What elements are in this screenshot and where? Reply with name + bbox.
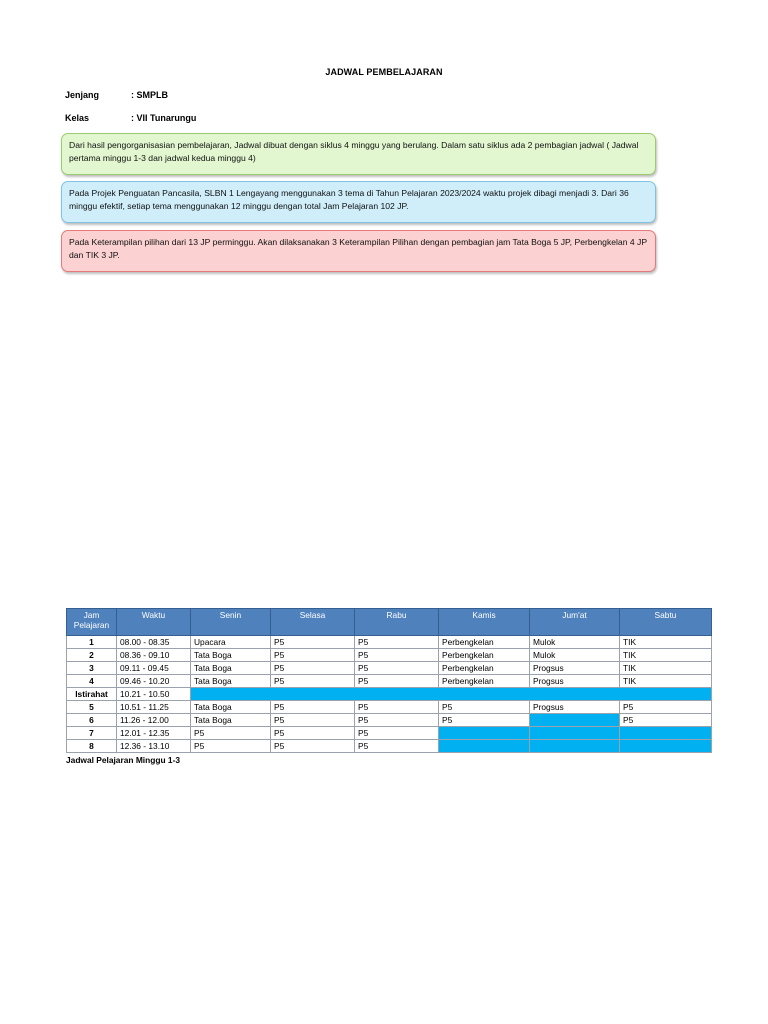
cell: P5 <box>271 649 355 662</box>
cell: Tata Boga <box>191 649 271 662</box>
cell: TIK <box>620 649 712 662</box>
cell: TIK <box>620 662 712 675</box>
table-row <box>67 649 712 662</box>
cell: 09.11 - 09.45 <box>117 662 191 675</box>
cell: P5 <box>620 714 712 727</box>
table-row <box>67 714 712 727</box>
note-p5: Pada Projek Penguatan Pancasila, SLBN 1 Lengayang menggunakan 3 tema di Tahun Pelajaran 2023/2024 waktu projek dibagi menjadi 3. Dari 36 minggu efektif, setiap tema menggunakan 12 minggu dengan total Jam Pelajaran 102 JP. <box>61 181 656 223</box>
cell: 2 <box>67 649 117 662</box>
cell: P5 <box>271 740 355 753</box>
cell: 12.01 - 12.35 <box>117 727 191 740</box>
col-header-waktu: Waktu <box>117 609 191 636</box>
cell: Progsus <box>530 701 620 714</box>
kelas-value: : VII Tunarungu <box>131 113 197 123</box>
cell: 10.21 - 10.50 <box>117 688 191 701</box>
cell: Progsus <box>530 662 620 675</box>
cell: Tata Boga <box>191 701 271 714</box>
cell: TIK <box>620 675 712 688</box>
cell: 10.51 - 11.25 <box>117 701 191 714</box>
cell: P5 <box>271 675 355 688</box>
empty-cell <box>439 727 530 740</box>
cell: P5 <box>355 675 439 688</box>
note-cycle: Dari hasil pengorganisasian pembelajaran, Jadwal dibuat dengan siklus 4 minggu yang berulang. Dalam satu siklus ada 2 pembagian jadwal ( Jadwal pertama minggu 1-3 dan jadwal kedua minggu 4) <box>61 133 656 175</box>
cell: Tata Boga <box>191 675 271 688</box>
cell: 1 <box>67 636 117 649</box>
cell: 12.36 - 13.10 <box>117 740 191 753</box>
break-row <box>67 688 712 701</box>
jenjang-value: : SMPLB <box>131 90 168 100</box>
header-row <box>67 609 712 636</box>
col-header-rabu: Rabu <box>355 609 439 636</box>
empty-cell <box>620 727 712 740</box>
cell: P5 <box>355 714 439 727</box>
cell: 4 <box>67 675 117 688</box>
cell: P5 <box>355 701 439 714</box>
cell: 3 <box>67 662 117 675</box>
empty-cell <box>530 727 620 740</box>
cell: P5 <box>355 740 439 753</box>
cell: 5 <box>67 701 117 714</box>
cell: 09.46 - 10.20 <box>117 675 191 688</box>
cell: 11.26 - 12.00 <box>117 714 191 727</box>
col-header-jam: Jam Pelajaran <box>67 609 117 636</box>
table-row <box>67 701 712 714</box>
table-row <box>67 636 712 649</box>
table-row <box>67 727 712 740</box>
cell: P5 <box>439 701 530 714</box>
cell: 08.36 - 09.10 <box>117 649 191 662</box>
cell: P5 <box>355 636 439 649</box>
cell: P5 <box>271 662 355 675</box>
cell: Perbengkelan <box>439 649 530 662</box>
cell: P5 <box>620 701 712 714</box>
cell: Perbengkelan <box>439 675 530 688</box>
table-row <box>67 662 712 675</box>
cell: P5 <box>439 714 530 727</box>
table-row <box>67 740 712 753</box>
cell: Perbengkelan <box>439 636 530 649</box>
cell: P5 <box>271 727 355 740</box>
kelas-label: Kelas <box>65 113 90 123</box>
empty-cell <box>620 740 712 753</box>
cell: Istirahat <box>67 688 117 701</box>
cell: P5 <box>271 701 355 714</box>
empty-cell <box>530 714 620 727</box>
table-caption: Jadwal Pelajaran Minggu 1-3 <box>66 755 181 765</box>
cell: Upacara <box>191 636 271 649</box>
cell: Tata Boga <box>191 662 271 675</box>
cell: Mulok <box>530 649 620 662</box>
jenjang-label: Jenjang <box>65 90 100 100</box>
cell: P5 <box>355 649 439 662</box>
schedule-table <box>66 608 712 753</box>
cell: 7 <box>67 727 117 740</box>
col-header-kamis: Kamis <box>439 609 530 636</box>
cell: 8 <box>67 740 117 753</box>
table-row <box>67 675 712 688</box>
empty-cell <box>439 740 530 753</box>
jenjang-row <box>65 90 168 100</box>
cell: P5 <box>271 636 355 649</box>
cell: P5 <box>191 727 271 740</box>
empty-cell <box>530 740 620 753</box>
cell: P5 <box>191 740 271 753</box>
break-fill <box>191 688 712 701</box>
cell: Progsus <box>530 675 620 688</box>
col-header-jumat: Jum'at <box>530 609 620 636</box>
note-keterampilan: Pada Keterampilan pilihan dari 13 JP perminggu. Akan dilaksanakan 3 Keterampilan Pilihan dengan pembagian jam Tata Boga 5 JP, Perbengkelan 4 JP dan TIK 3 JP. <box>61 230 656 272</box>
cell: 6 <box>67 714 117 727</box>
col-header-senin: Senin <box>191 609 271 636</box>
cell: Mulok <box>530 636 620 649</box>
cell: Perbengkelan <box>439 662 530 675</box>
cell: 08.00 - 08.35 <box>117 636 191 649</box>
cell: Tata Boga <box>191 714 271 727</box>
page-title: JADWAL PEMBELAJARAN <box>325 67 443 77</box>
col-header-sabtu: Sabtu <box>620 609 712 636</box>
cell: P5 <box>271 714 355 727</box>
cell: TIK <box>620 636 712 649</box>
cell: P5 <box>355 727 439 740</box>
col-header-selasa: Selasa <box>271 609 355 636</box>
cell: P5 <box>355 662 439 675</box>
kelas-row <box>65 113 196 123</box>
